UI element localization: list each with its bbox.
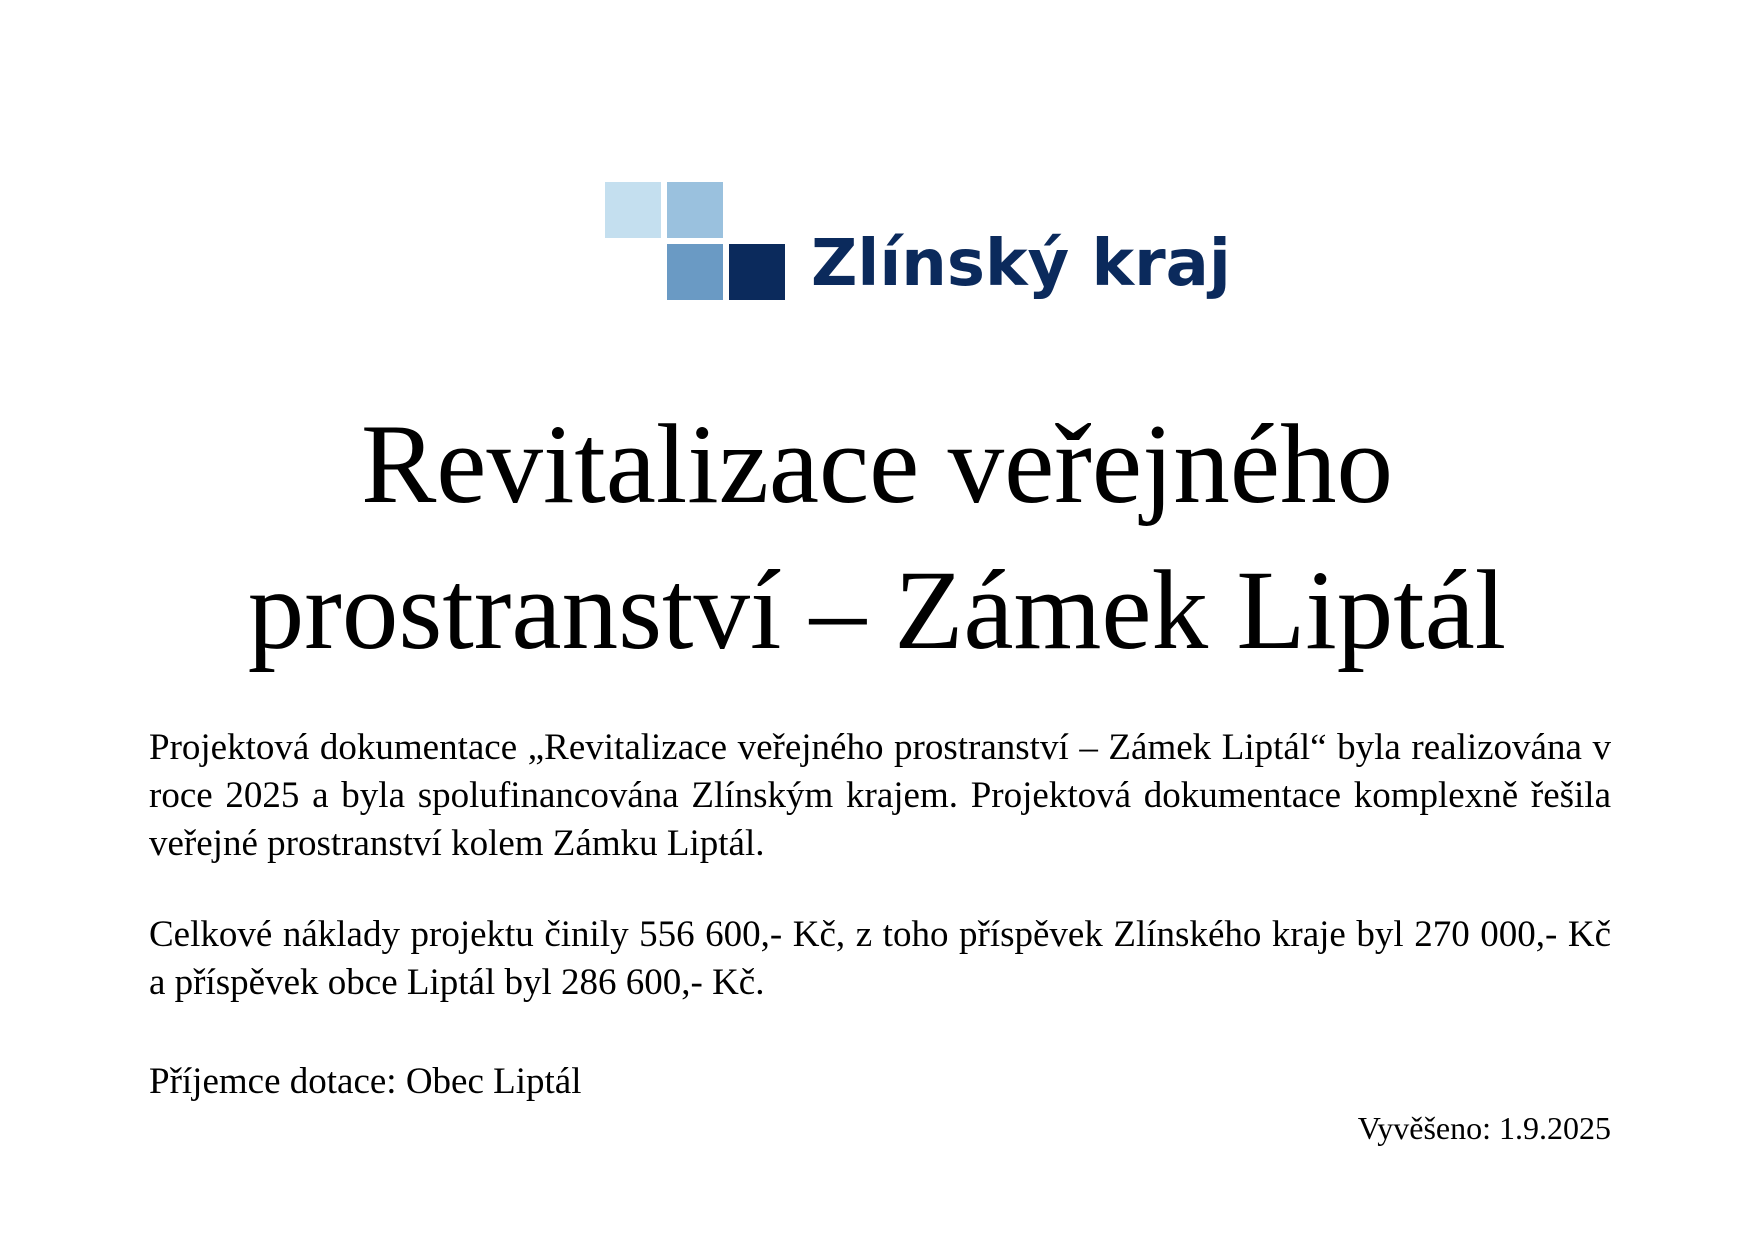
logo-square-dark: [729, 244, 785, 300]
title-line-2: prostranství – Zámek Liptál: [247, 548, 1507, 673]
paragraph-project-description: Projektová dokumentace „Revitalizace veřejného prostranství – Zámek Liptál“ byla realizována v roce 2025 a byla spolufinancována Zlínským krajem. Projektová dokumentace komplexně řešila veřejné prostranství kolem Zámku Liptál.: [149, 727, 1611, 864]
logo-square-medium-light: [667, 182, 723, 238]
logo-square-light: [605, 182, 661, 238]
page-title: [100, 392, 1654, 684]
logo-square-medium: [667, 244, 723, 300]
posted-date: Vyvěšeno: 1.9.2025: [1357, 1110, 1611, 1146]
title-line-1: Revitalizace veřejného: [360, 402, 1394, 527]
paragraph-grant-recipient: Příjemce dotace: Obec Liptál: [149, 1061, 582, 1102]
logo-text: Zlínský kraj: [811, 227, 1231, 301]
paragraph-project-costs: Celkové náklady projektu činily 556 600,- Kč, z toho příspěvek Zlínského kraje byl 270 000,- Kč a příspěvek obce Liptál byl 286 600,- Kč.: [149, 914, 1611, 1003]
zlinsky-kraj-logo: [555, 140, 1231, 360]
